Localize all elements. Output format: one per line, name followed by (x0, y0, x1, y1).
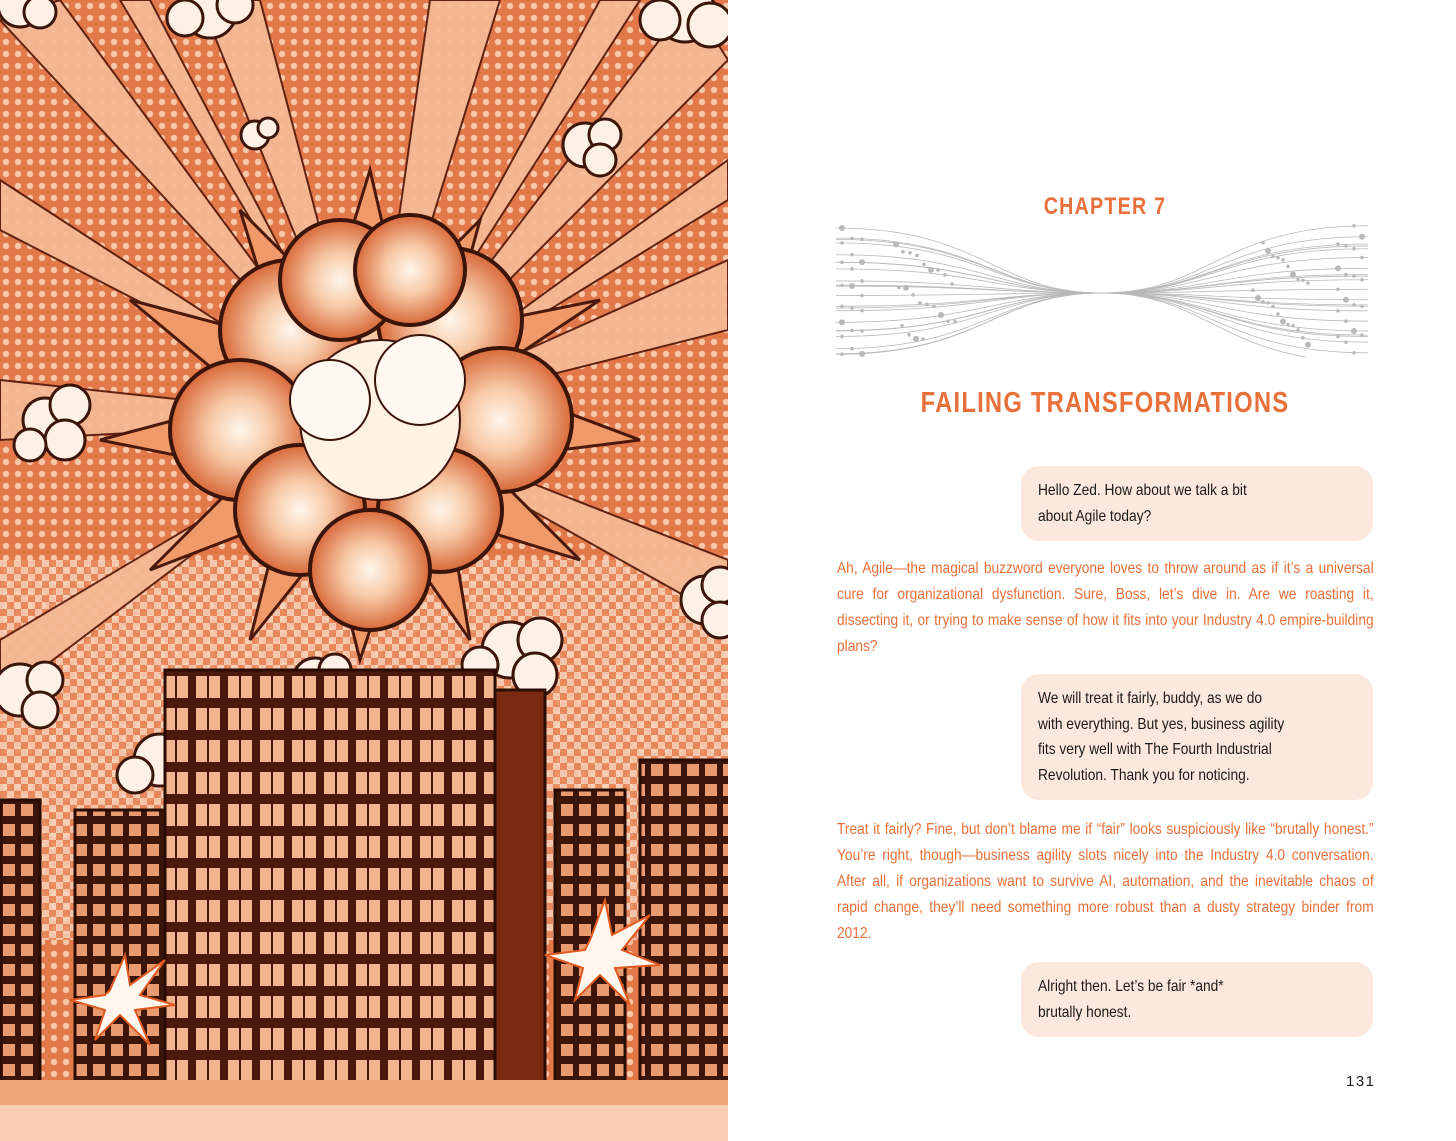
assistant-reply-text: Treat it fairly? Fine, but don’t blame me if “fair” looks suspiciously like “brutally honest.” You’re right, though—business agility slots nicely into the Industry 4.0 conversation. After all, if organizations want to survive AI, automation, and the inevitable chaos of rapid change, they’ll need something more robust than a dusty strategy binder from 2012. (837, 821, 1374, 942)
ornament-dot (1360, 278, 1364, 282)
ornament-dot (860, 238, 864, 242)
ornament-dot (859, 259, 865, 265)
message-line: Revolution. Thank you for noticing. (1038, 766, 1250, 784)
ornament-dot (1360, 333, 1364, 337)
ornament-dot (936, 268, 940, 272)
ornament-dot (950, 282, 954, 286)
ornament-line (836, 289, 1368, 295)
ornament-dot (915, 254, 919, 258)
ornament-dot (1343, 297, 1349, 303)
ornament-dot (1296, 277, 1300, 281)
ornament-dot (860, 279, 864, 283)
ornament-line (836, 257, 1368, 330)
message-line: Alright then. Let’s be fair *and* (1038, 978, 1224, 995)
ornament-dot (908, 251, 912, 255)
ornament-dot (1336, 287, 1340, 291)
message-line: with everything. But yes, business agility (1038, 715, 1285, 733)
ornament-dot (903, 285, 909, 291)
ornament-dot (1271, 254, 1275, 258)
message-line: about Agile today? (1038, 507, 1152, 525)
ornament-dot (840, 304, 844, 308)
ornament-dot (1344, 273, 1348, 277)
ornament-dot (849, 283, 855, 289)
ornament-dot (1336, 242, 1340, 246)
ornament-dot (860, 294, 864, 298)
ornament-dot (1255, 295, 1261, 301)
message-line: brutally honest. (1038, 1003, 1132, 1021)
ornament-dot (860, 309, 864, 313)
ornament-dot (1271, 305, 1275, 309)
ornament-dot (850, 253, 854, 257)
ornament-dot (1251, 288, 1255, 292)
ornament-dot (840, 241, 844, 245)
wave-lines-ornament (836, 213, 1368, 357)
page-number: 131 (1346, 1073, 1376, 1090)
ornament-dot (1261, 300, 1265, 304)
ornament-dot (1336, 335, 1340, 339)
ornament-dot (1276, 256, 1280, 260)
ornament-dot (1301, 278, 1305, 282)
ornament-dot (922, 263, 926, 267)
ornament-dot (1286, 265, 1290, 269)
ornament-dot (1276, 312, 1280, 316)
ornament-dot (1265, 248, 1271, 254)
message-line: Hello Zed. How about we talk a bit (1038, 482, 1247, 499)
ornament-dot (1266, 301, 1270, 305)
ornament-dot (850, 347, 854, 351)
ornament-dot (1305, 342, 1311, 348)
ornament-dot (850, 306, 854, 310)
ornament-dot (850, 267, 854, 271)
ornament-dot (943, 273, 947, 277)
ornament-dot (1352, 247, 1356, 251)
ornament-dot (1351, 328, 1357, 334)
ornament-dot (840, 335, 844, 339)
ornament-dot (839, 225, 845, 231)
ornament-dot (1360, 256, 1364, 260)
ornament-dot (1344, 319, 1348, 323)
ornament-dot (900, 324, 904, 328)
ornament-dot (1344, 340, 1348, 344)
ornament-dot (907, 333, 911, 337)
ornament-dot (1280, 318, 1286, 324)
message-line: We will treat it fairly, buddy, as we do (1038, 690, 1263, 707)
ornament-dot (1306, 281, 1310, 285)
ornament-line (836, 281, 1368, 306)
ornament-dot (1352, 224, 1356, 228)
message-line: fits very well with The Fourth Industrial (1038, 741, 1272, 758)
ornament-dot (901, 250, 905, 254)
ornament-line (836, 262, 1368, 331)
user-message-bubble (1021, 962, 1373, 1037)
assistant-reply-text: Ah, Agile—the magical buzzword everyone loves to throw around as if it’s a universal cure for organizational dysfunction. Sure, Boss, let’s dive in. Are we roasting it, dissecting it, or trying to make sense of how it fits into your Industry 4.0 empire-building plans? (837, 560, 1374, 655)
ornament-dot (1290, 271, 1296, 277)
ornament-dot (913, 336, 919, 342)
ornament-dot (1352, 303, 1356, 307)
chapter-label: CHAPTER 7 (1043, 193, 1167, 220)
ornament-dot (925, 302, 929, 306)
ornament-dot (918, 301, 922, 305)
ornament-dot (1261, 241, 1265, 245)
ornament-dot (938, 312, 944, 318)
assistant-reply (837, 817, 1374, 947)
ornament-dot (1359, 234, 1365, 240)
ornament-dot (932, 305, 936, 309)
chapter-title: FAILING TRANSFORMATIONS (920, 387, 1290, 419)
ornament-dot (840, 261, 844, 265)
ornament-dot (860, 329, 864, 333)
ornament-dot (1352, 351, 1356, 355)
ornament-dot (1281, 258, 1285, 262)
ornament-dot (840, 284, 844, 288)
ornament-dot (911, 293, 915, 297)
ornament-dot (921, 337, 925, 341)
ornament-dot (839, 319, 845, 325)
text-page (728, 0, 1456, 1141)
user-message-bubble (1021, 466, 1373, 541)
assistant-reply (837, 556, 1374, 660)
ornament-dot (897, 285, 901, 289)
ornament-dot (840, 353, 844, 357)
ornament-dot (1336, 309, 1340, 313)
user-message-bubble (1021, 674, 1373, 800)
ornament-dot (1335, 265, 1341, 271)
